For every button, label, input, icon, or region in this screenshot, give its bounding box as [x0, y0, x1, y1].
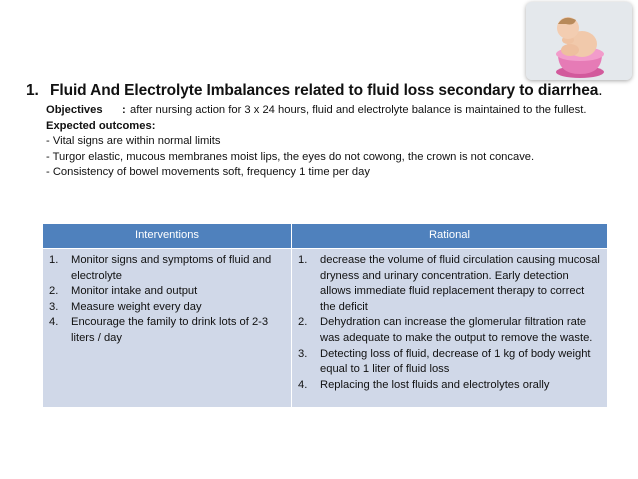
objectives-block	[46, 103, 626, 181]
objectives-text: after nursing action for 3 x 24 hours, fluid and electrolyte balance is maintained to the fullest.	[130, 104, 587, 116]
objectives-colon: :	[122, 104, 126, 116]
item-number: 1.	[49, 254, 59, 266]
objectives-label: Objectives	[46, 104, 103, 116]
interventions-table	[42, 223, 608, 408]
objectives-row	[46, 103, 626, 119]
item-text: Dehydration can increase the glomerular filtration rate was adequate to make the output to remove the waste.	[320, 316, 593, 344]
item-text: decrease the volume of fluid circulation causing mucosal dryness and urinary concentration. Early detection allows immediate fluid replacement therapy to correct the deficit	[320, 254, 600, 313]
heading-number: 1.	[26, 82, 39, 99]
item-number: 3.	[49, 300, 59, 313]
list-item	[49, 284, 285, 300]
item-text: Measure weight every day	[71, 300, 202, 313]
item-number: 2.	[298, 316, 308, 329]
item-text: Monitor signs and symptoms of fluid and electrolyte	[71, 254, 272, 282]
expected-outcome-item: - Turgor elastic, mucous membranes moist lips, the eyes do not cowong, the crown is not concave.	[46, 150, 535, 163]
interventions-list	[49, 253, 285, 347]
item-number: 3.	[298, 347, 308, 360]
section-heading	[26, 82, 626, 100]
item-text: Encourage the family to drink lots of 2-3 liters / day	[71, 316, 269, 344]
table-row	[43, 249, 608, 408]
heading-period: .	[598, 82, 603, 99]
list-item	[49, 300, 285, 316]
item-text: Monitor intake and output	[71, 285, 198, 298]
item-number: 1.	[298, 254, 308, 266]
list-item	[298, 315, 601, 346]
rational-header: Rational	[292, 224, 608, 249]
rational-cell	[292, 249, 608, 408]
interventions-header: Interventions	[43, 224, 292, 249]
item-text: Detecting loss of fluid, decrease of 1 kg of body weight equal to 1 liter of fluid loss	[320, 347, 591, 376]
list-item	[298, 253, 601, 315]
item-number: 4.	[49, 316, 59, 329]
expected-outcome-item: - Vital signs are within normal limits	[46, 135, 221, 148]
list-item	[49, 253, 285, 284]
child-on-potty-photo	[526, 2, 632, 80]
item-text: Replacing the lost fluids and electrolytes orally	[320, 378, 550, 391]
list-item	[49, 315, 285, 346]
expected-outcome-item: - Consistency of bowel movements soft, frequency 1 time per day	[46, 166, 370, 179]
heading-title: Fluid And Electrolyte Imbalances related to fluid loss secondary to diarrhea	[50, 82, 599, 99]
list-item	[298, 378, 601, 394]
interventions-cell	[43, 249, 292, 408]
item-number: 4.	[298, 378, 308, 391]
rational-list	[298, 253, 601, 393]
item-number: 2.	[49, 285, 59, 298]
expected-outcomes-label: Expected outcomes:	[46, 119, 156, 132]
list-item	[298, 347, 601, 378]
